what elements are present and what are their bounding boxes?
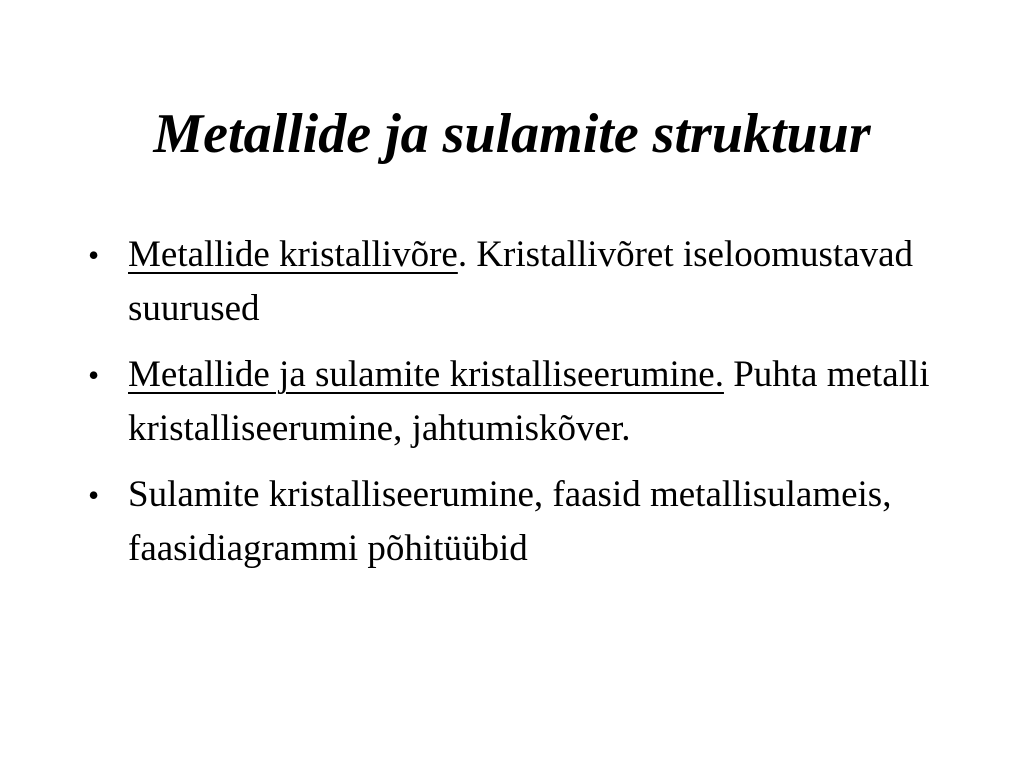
bullet-item-crystallization — [80, 348, 960, 456]
bullet-text-alloy-crystallization: Sulamite kristalliseerumine, faasid metallisulameis, faasidiagrammi põhitüübid — [128, 474, 892, 569]
bullet-marker: • — [88, 357, 100, 393]
bullet-item-alloy-crystallization — [80, 468, 960, 576]
bullet-text-crystal-lattice: . Kristallivõret iseloomustavad suurused — [128, 234, 914, 329]
bullet-heading-crystallization: Metallide ja sulamite kristalliseerumine. — [128, 354, 724, 395]
bullet-text-crystallization: Puhta metalli kristalliseerumine, jahtumiskõver. — [128, 354, 930, 449]
bullet-item-crystal-lattice — [80, 228, 960, 336]
bullet-heading-crystal-lattice: Metallide kristallivõre — [128, 234, 458, 275]
slide-title: Metallide ja sulamite struktuur — [153, 103, 871, 165]
bullet-marker: • — [88, 237, 100, 273]
bullet-marker: • — [88, 477, 100, 513]
bullet-list — [80, 228, 960, 588]
